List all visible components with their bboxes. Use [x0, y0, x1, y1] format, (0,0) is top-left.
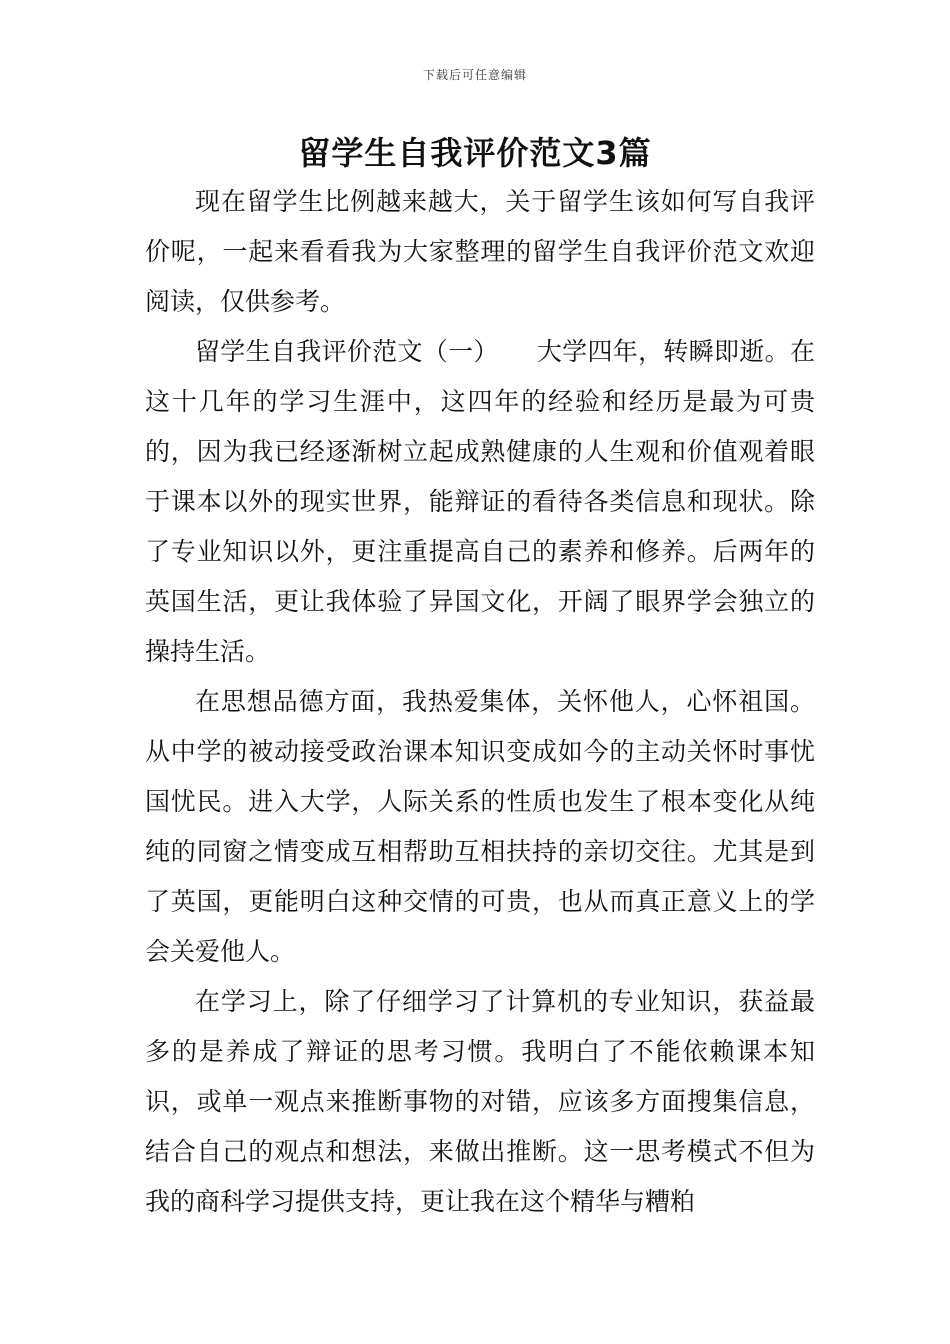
document-body: [145, 177, 815, 1227]
paragraph-study: 在学习上，除了仔细学习了计算机的专业知识，获益最多的是养成了辩证的思考习惯。我明白了不能依赖课本知识，或单一观点来推断事物的对错，应该多方面搜集信息，结合自己的观点和想法，来做出推断。这一思考模式不但为我的商科学习提供支持，更让我在这个精华与糟粕: [145, 987, 815, 1216]
header-note: 下载后可任意编辑: [422, 68, 527, 82]
paragraph-sample-one: 留学生自我评价范文（一） 大学四年，转瞬即逝。在这十几年的学习生涯中，这四年的经验和经历是最为可贵的，因为我已经逐渐树立起成熟健康的人生观和价值观着眼于课本以外的现实世界，能辩证的看待各类信息和现状。除了专业知识以外，更注重提高自己的素养和修养。后两年的英国生活，更让我体验了异国文化，开阔了眼界学会独立的操持生活。: [145, 337, 815, 666]
paragraph-intro: 现在留学生比例越来越大，关于留学生该如何写自我评价呢，一起来看看我为大家整理的留学生自我评价范文欢迎阅读，仅供参考。: [145, 187, 815, 316]
document-title: 留学生自我评价范文3篇: [298, 134, 652, 172]
paragraph-morality: 在思想品德方面，我热爱集体，关怀他人，心怀祖国。从中学的被动接受政治课本知识变成如今的主动关怀时事忧国忧民。进入大学，人际关系的性质也发生了根本变化从纯纯的同窗之情变成互相帮助互相扶持的亲切交往。尤其是到了英国，更能明白这种交情的可贵，也从而真正意义上的学会关爱他人。: [145, 687, 815, 966]
